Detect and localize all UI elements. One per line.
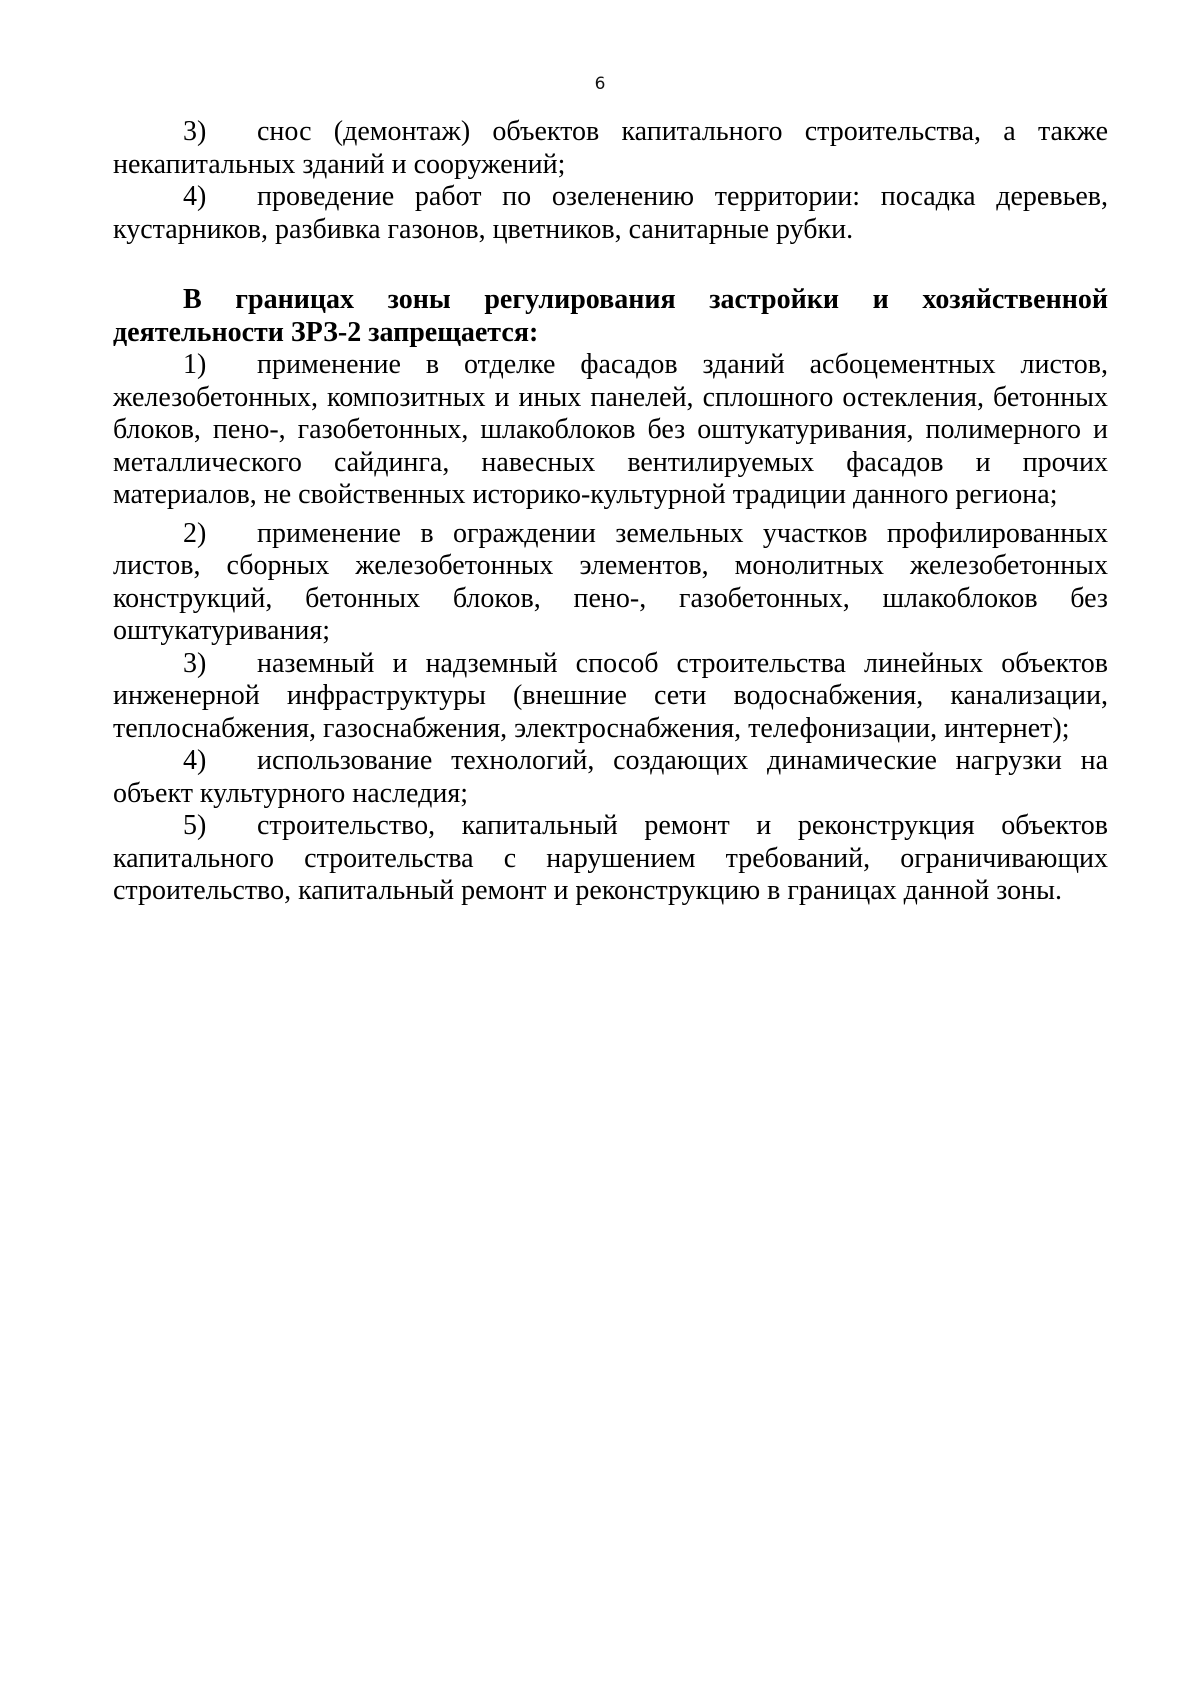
list-item bbox=[113, 518, 1108, 648]
list-item-number: 4) bbox=[183, 745, 207, 776]
list-item-number: 5) bbox=[183, 810, 207, 841]
list-item bbox=[113, 349, 1108, 512]
page-number: 6 bbox=[594, 74, 606, 94]
section-heading: В границах зоны регулирования застройки и хозяйственной деятельности ЗРЗ-2 запрещается: bbox=[113, 284, 1108, 348]
list-item-number: 1) bbox=[183, 349, 207, 380]
list-item bbox=[113, 648, 1108, 746]
list-item-text: применение в отделке фасадов зданий асбоцементных листов, железобетонных, композитных и иных панелей, сплошного остекления, бетонных блоков, пено-, газобетонных, шлакоблоков без оштукатуривания, полимерного и металлического сайдинга, навесных вентилируемых фасадов и прочих материалов, не свойственных историко-культурной традиции данного региона; bbox=[113, 349, 1108, 510]
list-item bbox=[113, 810, 1108, 908]
list-item-text: строительство, капитальный ремонт и реконструкция объектов капитального строительства с нарушением требований, ограничивающих строительство, капитальный ремонт и реконструкцию в границах данной зоны. bbox=[113, 810, 1108, 906]
list-item-number: 3) bbox=[183, 116, 207, 147]
list-item-text: проведение работ по озеленению территории: посадка деревьев, кустарников, разбивка газонов, цветников, санитарные рубки. bbox=[113, 181, 1108, 245]
list-item bbox=[113, 116, 1108, 181]
list-item-text: применение в ограждении земельных участков профилированных листов, сборных железобетонных элементов, монолитных железобетонных конструкций, бетонных блоков, пено-, газобетонных, шлакоблоков без оштукатуривания; bbox=[113, 517, 1108, 646]
list-item-text: использование технологий, создающих динамические нагрузки на объект культурного наследия; bbox=[113, 745, 1108, 809]
list-item-text: снос (демонтаж) объектов капитального строительства, а также некапитальных зданий и сооружений; bbox=[113, 116, 1108, 180]
section-spacer bbox=[113, 246, 1108, 284]
list-item-number: 3) bbox=[183, 647, 207, 679]
list-item bbox=[113, 745, 1108, 810]
list-item-number: 4) bbox=[183, 181, 207, 212]
list-item-text: наземный и надземный способ строительства линейных объектов инженерной инфраструктуры (внешние сети водоснабжения, канализации, теплоснабжения, газоснабжения, электроснабжения, телефонизации, интернет); bbox=[113, 647, 1108, 744]
list-item bbox=[113, 181, 1108, 246]
list-item-number: 2) bbox=[183, 517, 207, 549]
document-body bbox=[113, 116, 1108, 908]
